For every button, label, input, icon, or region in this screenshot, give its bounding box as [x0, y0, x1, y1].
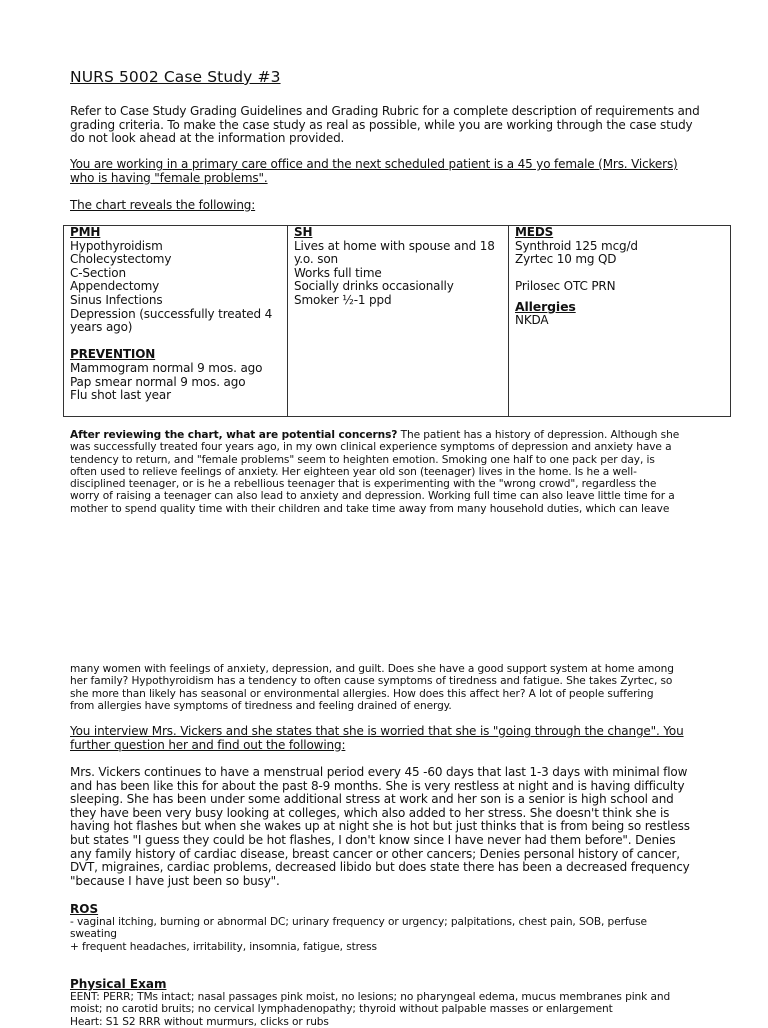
pmh-item: Hypothyroidism [70, 238, 163, 253]
chart-intro: The chart reveals the following: [70, 198, 256, 212]
history-line: they have been very busy looking at colleges, which also added to her stress. She doesn't think she is [70, 805, 670, 820]
ros-line: + frequent headaches, irritability, insomnia, fatigue, stress [70, 940, 377, 953]
interview-line: further question her and find out the following: [70, 737, 346, 752]
exam-line: moist; no carotid bruits; no cervical lymphadenopathy; thyroid without palpable masses or enlargement [70, 1003, 613, 1016]
concerns-line: was successfully treated four years ago, in my own clinical experience symptoms of depression and anxiety have a [70, 441, 672, 454]
concerns-first-line: After reviewing the chart, what are potential concerns? The patient has a history of depression. Although she [70, 429, 680, 441]
scenario-paragraph [70, 158, 678, 185]
sh-item: Smoker ½-1 ppd [294, 292, 392, 307]
concerns-line: often used to relieve feelings of anxiety. Her eighteen year old son (teenager) lives in the home. Is he a well- [70, 465, 637, 478]
history-line: DVT, migraines, cardiac problems, decreased libido but does state there has been a decreased frequency [70, 860, 690, 875]
prevention-item: Mammogram normal 9 mos. ago [70, 360, 263, 375]
sh-cell [288, 226, 509, 417]
history-line: sleeping. She has been under some additional stress at work and her son is a senior is high school and [70, 792, 674, 807]
concerns-line: she more than likely has seasonal or environmental allergies. How does this affect her? A lot of people suffering [70, 687, 654, 700]
intro-line: do not look ahead at the information provided. [70, 131, 345, 146]
ros-line: - vaginal itching, burning or abnormal DC; urinary frequency or urgency; palpitations, chest pain, SOB, perfuse [70, 916, 647, 928]
ros-line: sweating [70, 928, 117, 941]
concerns-paragraph [70, 429, 679, 515]
concerns-continued [70, 663, 674, 712]
intro-line: grading criteria. To make the case study as real as possible, while you are working through the case study [70, 117, 693, 132]
history-paragraph [70, 766, 690, 888]
concerns-line: disciplined teenager, or is he a rebellious teenager that is experimenting with the "wrong crowd", regardless the [70, 478, 657, 491]
concerns-line: tendency to return, and "female problems" seem to heighten emotion. Smoking one half to one pack per day, is [70, 453, 655, 466]
ros-section [70, 916, 647, 953]
history-line: and has been like this for about the past 8-9 months. She is very restless at night and is having difficulty [70, 778, 685, 793]
history-line: any family history of cardiac disease, breast cancer or other cancers; Denies personal history of cancer, [70, 846, 680, 861]
concerns-line: worry of raising a teenager can also lead to anxiety and depression. Working full time can also leave little time for a [70, 490, 675, 503]
exam-section [70, 991, 670, 1028]
allergies-heading: Allergies [515, 298, 576, 314]
meds-heading: MEDS [515, 225, 554, 239]
intro-paragraph [70, 105, 700, 146]
meds-item: Synthroid 125 mcg/d [515, 238, 638, 253]
concerns-line: her family? Hypothyroidism has a tendency to often cause symptoms of tiredness and fatigue. She takes Zyrtec, so [70, 675, 673, 688]
scenario-line: You are working in a primary care office and the next scheduled patient is a 45 yo female (Mrs. Vickers) [70, 157, 678, 171]
concerns-line: mother to spend quality time with their children and take time away from many household duties, which can leave [70, 502, 670, 515]
exam-line: EENT: PERR; TMs intact; nasal passages pink moist, no lesions; no pharyngeal edema, mucus membranes pink and [70, 991, 671, 1003]
pmh-item: Cholecystectomy [70, 252, 172, 267]
meds-cell [509, 226, 731, 417]
concerns-question: After reviewing the chart, what are potential concerns? [70, 429, 398, 441]
concerns-line: from allergies have symptoms of tiredness and feeling drained of energy. [70, 699, 452, 712]
prevention-heading: PREVENTION [70, 347, 156, 362]
meds-item: Prilosec OTC PRN [515, 279, 616, 294]
concerns-line: many women with feelings of anxiety, depression, and guilt. Does she have a good support system at home among [70, 663, 674, 675]
pmh-item: C-Section [70, 265, 126, 280]
patient-chart-table [63, 225, 731, 417]
intro-line: Refer to Case Study Grading Guidelines and Grading Rubric for a complete description of requirements and [70, 104, 700, 118]
prevention-item: Pap smear normal 9 mos. ago [70, 374, 246, 389]
history-line: but states "I guess they could be hot flashes, I don't know since I have never had them before". Denies [70, 832, 676, 847]
exam-line: Heart: S1 S2 RRR without murmurs, clicks or rubs [70, 1015, 329, 1028]
meds-item: Zyrtec 10 mg QD [515, 252, 617, 267]
sh-item: Lives at home with spouse and 18 [294, 238, 495, 253]
ros-heading: ROS [70, 902, 99, 916]
pmh-item: Appendectomy [70, 279, 160, 294]
pmh-cell [64, 226, 288, 417]
pmh-heading: PMH [70, 225, 101, 239]
pmh-item: years ago) [70, 320, 133, 335]
document-title: NURS 5002 Case Study #3 [70, 68, 281, 86]
history-line: "because I have just been so busy". [70, 873, 280, 888]
pmh-item: Depression (successfully treated 4 [70, 306, 273, 321]
allergies-item: NKDA [515, 312, 549, 327]
sh-item: Socially drinks occasionally [294, 279, 454, 294]
sh-item: Works full time [294, 265, 382, 280]
prevention-item: Flu shot last year [70, 388, 171, 403]
interview-paragraph [70, 725, 684, 752]
sh-heading: SH [294, 225, 313, 239]
history-line: Mrs. Vickers continues to have a menstrual period every 45 -60 days that last 1-3 days with minimal flow [70, 765, 688, 779]
history-line: having hot flashes but when she wakes up at night she is hot but just thinks that is from being so restless [70, 819, 690, 834]
interview-line: You interview Mrs. Vickers and she states that she is worried that she is "going through the change". You [70, 724, 684, 738]
exam-heading: Physical Exam [70, 977, 167, 991]
scenario-line: who is having "female problems". [70, 170, 268, 185]
pmh-item: Sinus Infections [70, 292, 163, 307]
sh-item: y.o. son [294, 252, 338, 267]
